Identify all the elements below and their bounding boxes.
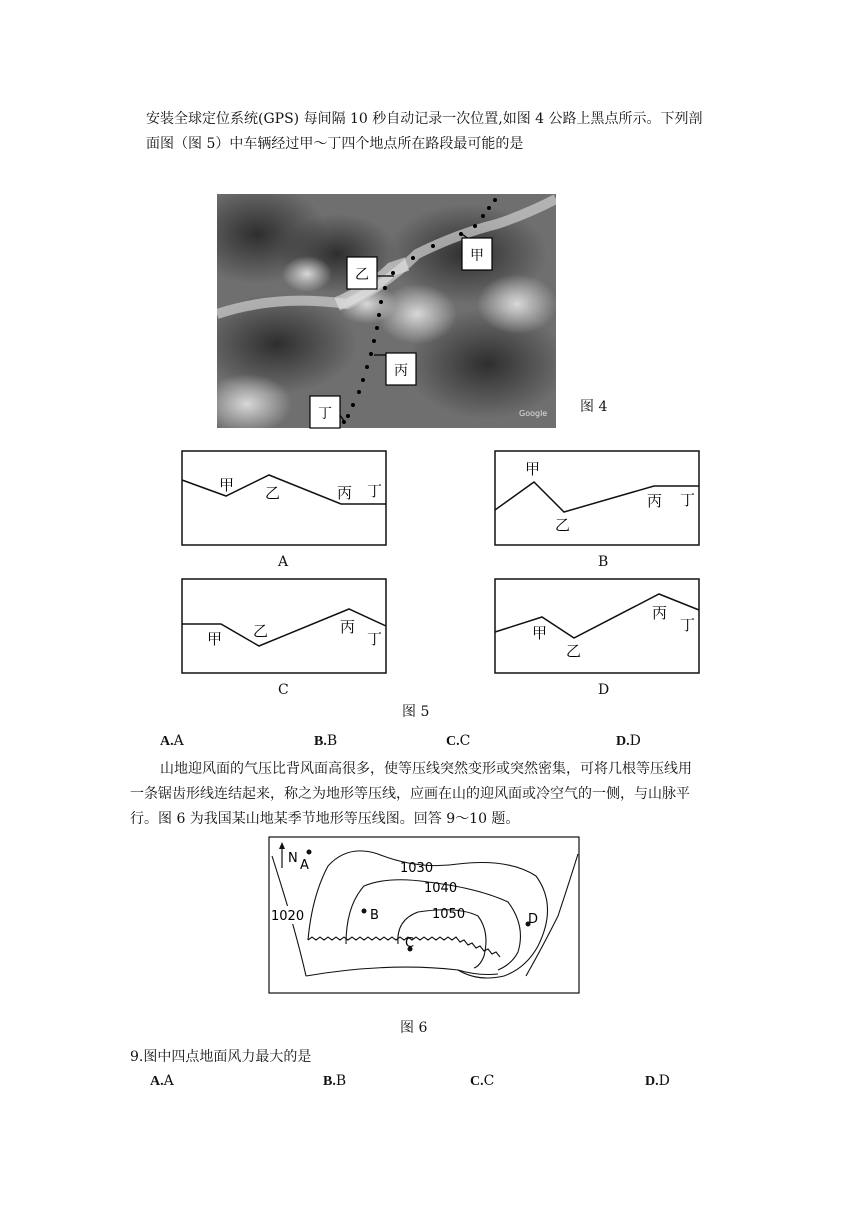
panel-d-letter: D bbox=[598, 682, 610, 698]
q9-option-c-key: C. bbox=[470, 1074, 484, 1089]
q9-option-b[interactable] bbox=[323, 1073, 346, 1090]
q9-option-c[interactable] bbox=[470, 1073, 494, 1090]
point-b: B bbox=[370, 908, 379, 923]
para-line-1: 山地迎风面的气压比背风面高很多，使等压线突然变形或突然密集，可将几根等压线用 bbox=[160, 761, 692, 777]
q8-option-d[interactable] bbox=[616, 733, 641, 750]
fig5-caption: 图 5 bbox=[402, 704, 430, 720]
isobar-label-1030: 1030 bbox=[400, 861, 434, 876]
label-bing: 丙 bbox=[394, 363, 408, 379]
panel-d-bing: 丙 bbox=[652, 604, 668, 622]
point-c: C bbox=[405, 936, 415, 951]
q9-option-d-key: D. bbox=[645, 1074, 659, 1089]
point-a: A bbox=[300, 858, 309, 873]
q8-option-b-value: B bbox=[326, 733, 338, 749]
panel-b-bing: 丙 bbox=[647, 492, 663, 510]
intro-line-2: 面图（图 5）中车辆经过甲～丁四个地点所在路段最可能的是 bbox=[146, 136, 524, 152]
q8-option-c-key: C. bbox=[446, 734, 460, 749]
panel-a-jia: 甲 bbox=[219, 476, 235, 494]
north-label: N bbox=[288, 851, 298, 866]
panel-c-jia: 甲 bbox=[207, 630, 223, 648]
label-yi: 乙 bbox=[355, 267, 369, 283]
q8-option-a[interactable] bbox=[160, 733, 184, 750]
q9-option-b-key: B. bbox=[323, 1074, 336, 1089]
panel-c-yi: 乙 bbox=[253, 622, 269, 640]
panel-b-letter: B bbox=[598, 554, 609, 570]
label-ding: 丁 bbox=[318, 406, 332, 422]
intro-line-1: 安装全球定位系统(GPS) 每间隔 10 秒自动记录一次位置,如图 4 公路上黑点所示。下列剖 bbox=[146, 111, 703, 127]
profile-panel-a bbox=[181, 450, 387, 546]
isobar-label-1050: 1050 bbox=[432, 907, 466, 922]
panel-c-letter: C bbox=[278, 682, 289, 698]
fig4-caption: 图 4 bbox=[580, 399, 608, 415]
point-d: D bbox=[528, 912, 539, 927]
q8-option-a-key: A. bbox=[160, 734, 174, 749]
q9-option-c-value: C bbox=[483, 1073, 495, 1089]
q8-option-c[interactable] bbox=[446, 733, 470, 750]
isobar-map bbox=[268, 836, 582, 996]
google-watermark: Google bbox=[519, 409, 548, 418]
q8-option-b[interactable] bbox=[314, 733, 337, 750]
isobar-label-1020: 1020 bbox=[271, 909, 305, 924]
q8-option-a-value: A bbox=[173, 733, 184, 749]
panel-a-letter: A bbox=[278, 554, 289, 570]
para-line-2: 一条锯齿形线连结起来，称之为地形等压线，应画在山的迎风面或冷空气的一侧，与山脉平 bbox=[130, 786, 690, 802]
fig6-caption: 图 6 bbox=[400, 1020, 428, 1036]
panel-a-yi: 乙 bbox=[265, 484, 281, 502]
q9-option-b-value: B bbox=[335, 1073, 347, 1089]
q9-option-a-key: A. bbox=[150, 1074, 164, 1089]
profile-panel-d bbox=[494, 578, 700, 674]
panel-b-jia: 甲 bbox=[525, 460, 541, 478]
panel-b-yi: 乙 bbox=[555, 516, 571, 534]
profile-panel-b bbox=[494, 450, 700, 546]
para-line-3: 行。图 6 为我国某山地某季节地形等压线图。回答 9～10 题。 bbox=[130, 811, 520, 827]
isobar-label-1040: 1040 bbox=[424, 881, 458, 896]
q9-option-a-value: A bbox=[163, 1073, 174, 1089]
label-jia: 甲 bbox=[470, 248, 484, 264]
panel-a-ding: 丁 bbox=[367, 482, 383, 500]
q9-option-d[interactable] bbox=[645, 1073, 670, 1090]
panel-d-yi: 乙 bbox=[566, 642, 582, 660]
q9-stem: 9.图中四点地面风力最大的是 bbox=[130, 1049, 312, 1065]
q9-option-a[interactable] bbox=[150, 1073, 174, 1090]
q8-option-d-value: D bbox=[629, 733, 641, 749]
fig4-label-overlay bbox=[0, 0, 860, 440]
q9-option-d-value: D bbox=[658, 1073, 670, 1089]
profile-panel-c bbox=[181, 578, 387, 674]
q8-option-b-key: B. bbox=[314, 734, 327, 749]
panel-d-ding: 丁 bbox=[680, 616, 696, 634]
panel-c-bing: 丙 bbox=[340, 618, 356, 636]
panel-d-jia: 甲 bbox=[532, 624, 548, 642]
q8-option-d-key: D. bbox=[616, 734, 630, 749]
panel-a-bing: 丙 bbox=[337, 484, 353, 502]
panel-c-ding: 丁 bbox=[367, 630, 383, 648]
panel-b-ding: 丁 bbox=[680, 491, 696, 509]
q8-option-c-value: C bbox=[459, 733, 471, 749]
